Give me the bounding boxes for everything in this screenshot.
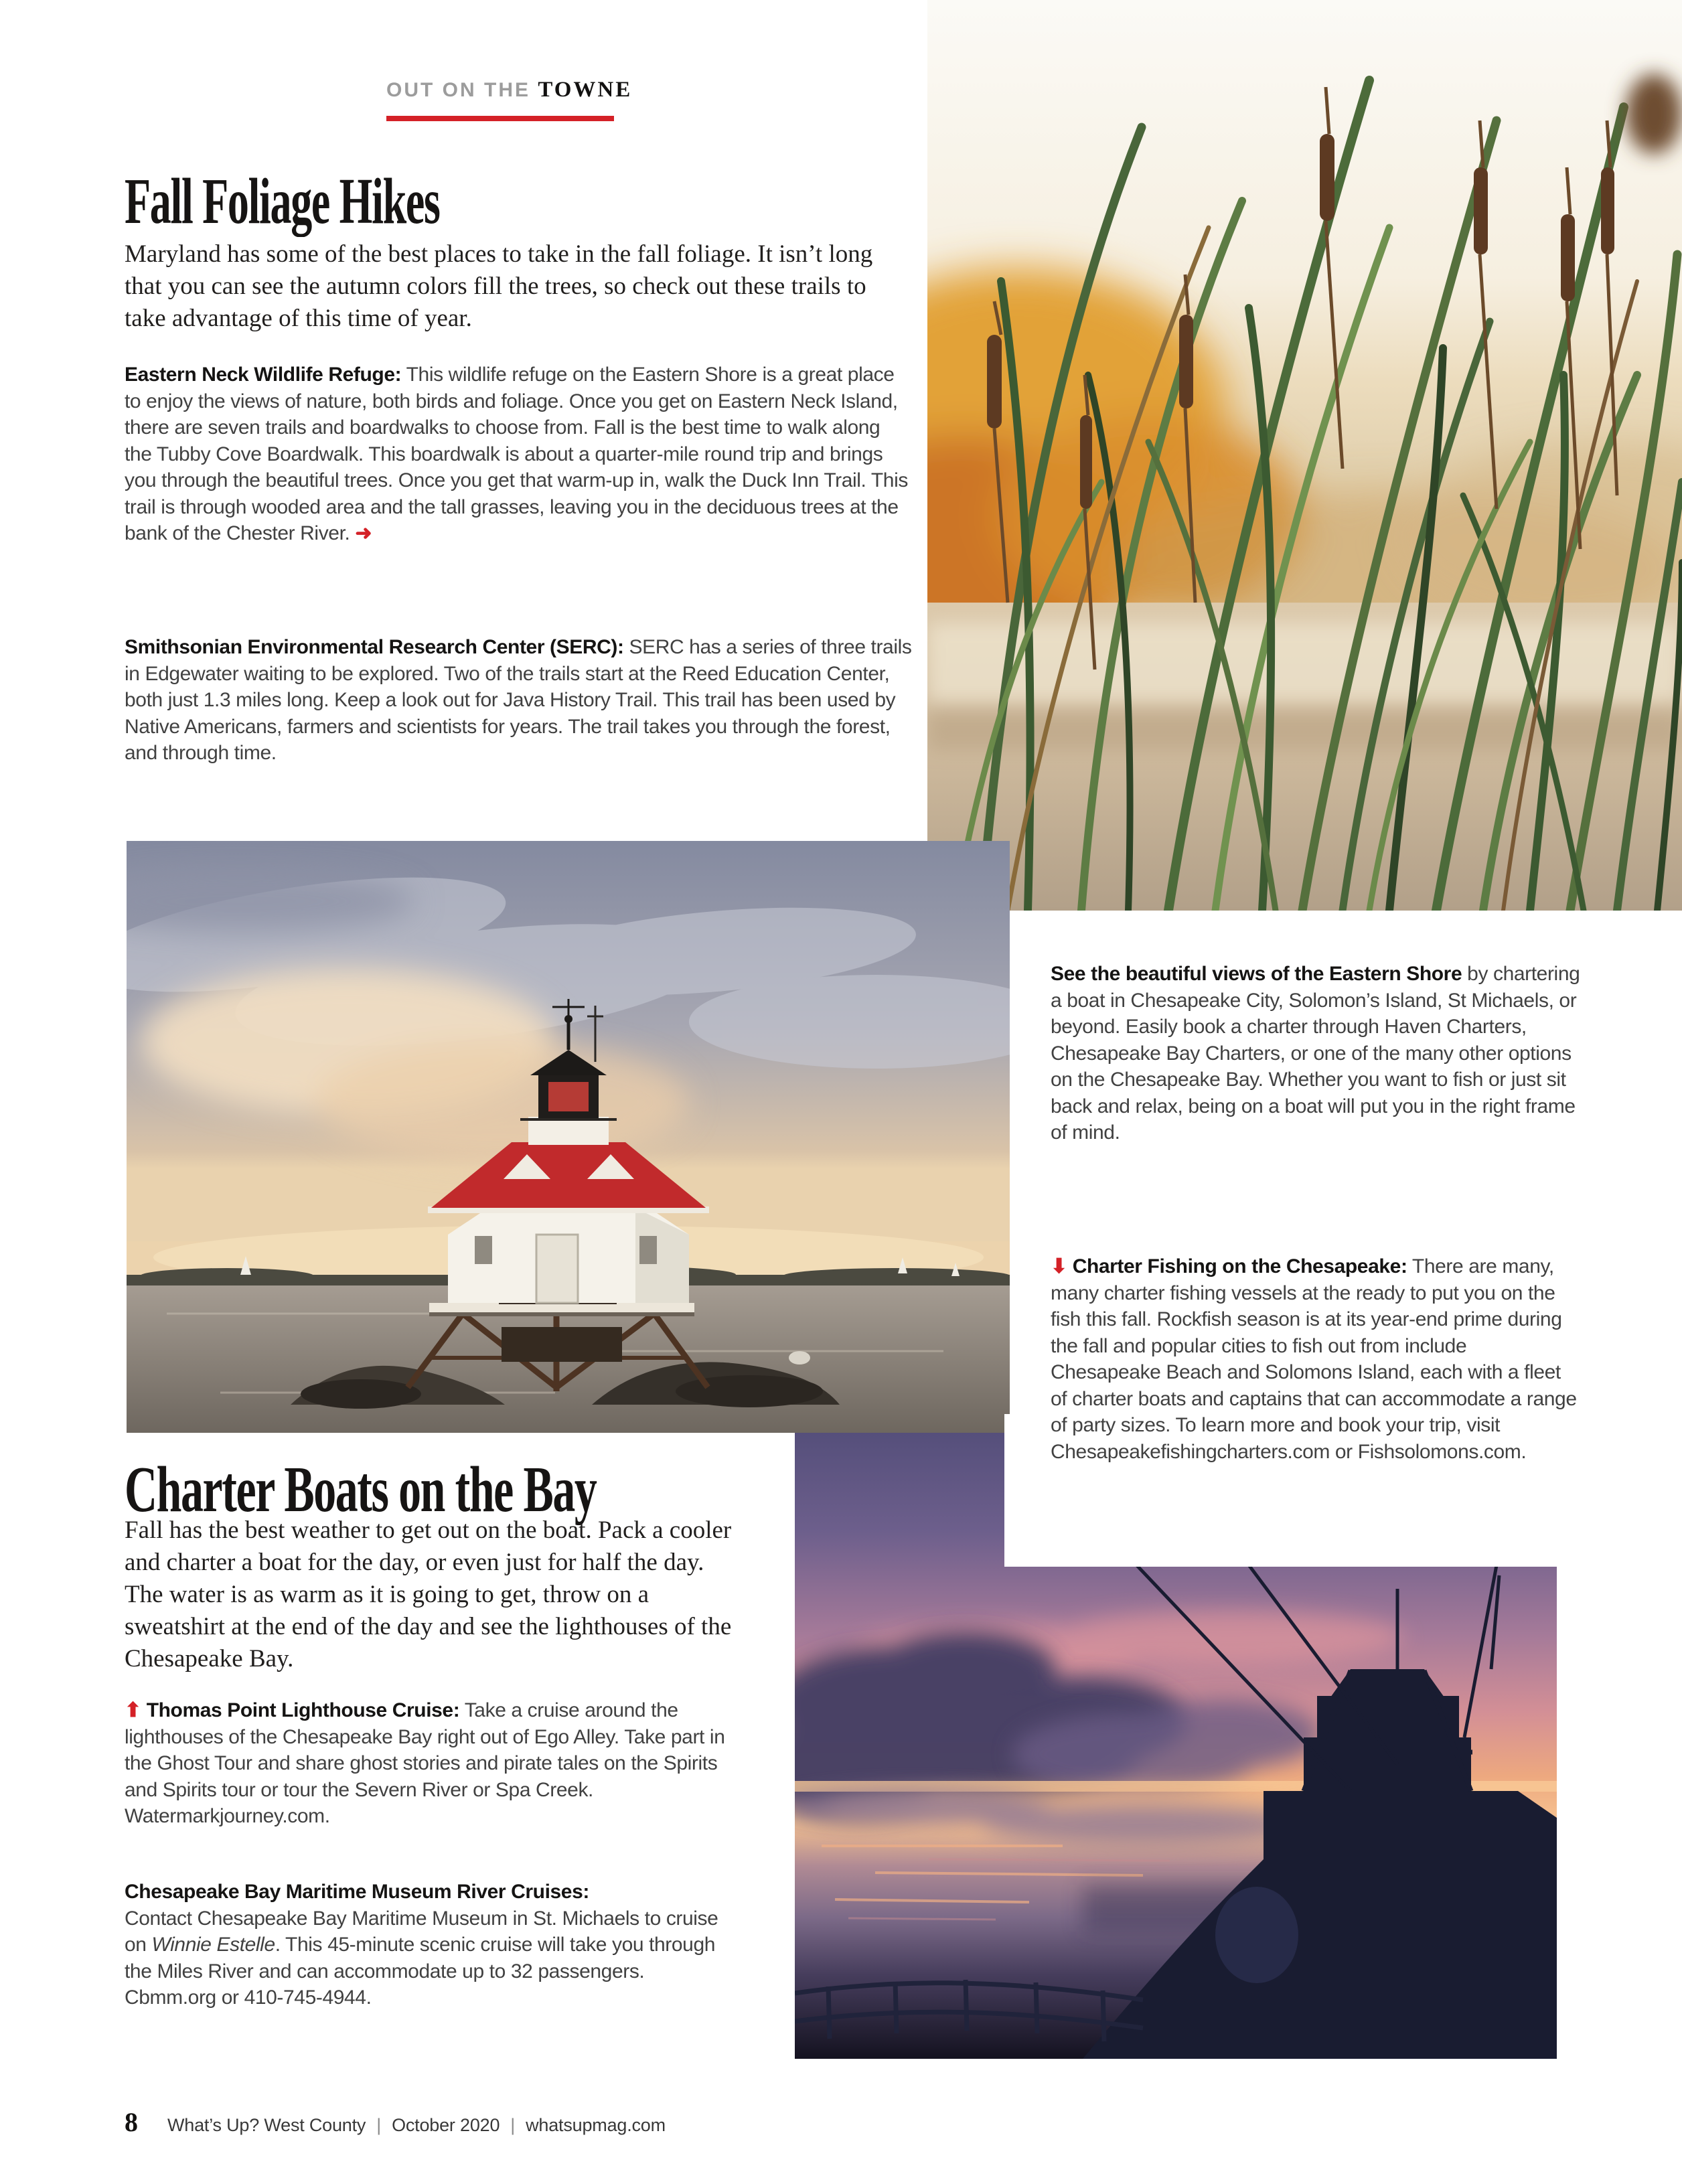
footer-publication: What’s Up? West County [167, 2115, 366, 2135]
page-number: 8 [125, 2107, 138, 2137]
masthead-brand: TOWNE [538, 78, 633, 102]
masthead-prefix: OUT ON THE [386, 79, 538, 101]
arrow-down-icon: ⬇ [1051, 1255, 1067, 1277]
footer-text [167, 2115, 666, 2136]
maritime-boat-name: Winnie Estelle [151, 1934, 275, 1956]
fall-foliage-title: Fall Foliage Hikes [125, 165, 440, 237]
serc-body: SERC has a series of three trails in Edgewater waiting to be explored. Two of the trails start at the Reed Education Center, both just 1.3 miles long. Keep a look out for Java History Trail. This trail has been used by Native Americans, farmers and scientists for years. The trail takes you through the forest, and through time. [125, 636, 912, 764]
thomas-point-body: Take a cruise around the lighthouses of the Chesapeake Bay right out of Ego Alley. Take part in the Ghost Tour and share ghost stories and pirate tales on the Spirits and Spirits tour or tour the Severn River or Spa Creek. Watermarkjourney.com. [125, 1699, 725, 1827]
charter-boats-title: Charter Boats on the Bay [125, 1454, 597, 1525]
charter-fishing-body: There are many, many charter fishing vessels at the ready to put you on the fish this fall. Rockfish season is at its year-end prime during the fall and popular cities to fish out from include Chesapeake Beach and Solomons Island, each with a fleet of charter boats and captains that can accommodate a range of party sizes. To learn more and book your trip, visit Chesapeakefishingcharters.com or Fishsolomons.com. [1051, 1255, 1577, 1463]
thomas-point-lighthouse-photo [127, 841, 1010, 1433]
charter-fishing-lead: Charter Fishing on the Chesapeake: [1072, 1255, 1407, 1277]
charter-boats-intro: Fall has the best weather to get out on the boat. Pack a cooler and charter a boat for the day, or even just for half the day. The water is as warm as it is going to get, throw on a sweatshirt at the end of the day and see the lighthouses of the Chesapeake Bay. [125, 1516, 732, 1672]
lighthouse-photo-art [127, 841, 1010, 1433]
arrow-up-icon: ⬆ [125, 1699, 141, 1721]
serc-lead: Smithsonian Environmental Research Center (SERC): [125, 636, 624, 658]
footer-date: October 2020 [392, 2115, 500, 2135]
autumn-marsh-cattails-photo [927, 0, 1682, 911]
footer-website: whatsupmag.com [526, 2115, 666, 2135]
views-body: by chartering a boat in Chesapeake City, Solomon’s Island, St Michaels, or beyond. Easily book a charter through Haven Charters, Chesapeake Bay Charters, or one of the many other options on the Chesapeake Bay. Whether you want to fish or just sit back and relax, being on a boat will put you in the right frame of mind. [1051, 963, 1580, 1144]
eastern-neck-body: This wildlife refuge on the Eastern Shore is a great place to enjoy the views of nature, both birds and foliage. Once you get on Eastern Neck Island, there are seven trails and boardwalks to choose from. Fall is the best time to walk along the Tubby Cove Boardwalk. This boardwalk is about a quarter-mile round trip and brings you through the beautiful trees. Once you get that warm-up in, walk the Duck Inn Trail. This trail is through wooded area and the tall grasses, leaving you in the deciduous trees at the bank of the Chester River. [125, 364, 908, 544]
thomas-point-lead: Thomas Point Lighthouse Cruise: [146, 1699, 460, 1721]
views-lead: See the beautiful views of the Eastern Shore [1051, 963, 1462, 985]
maritime-lead: Chesapeake Bay Maritime Museum River Cruises: [125, 1881, 589, 1903]
section-masthead [386, 78, 633, 121]
eastern-neck-lead: Eastern Neck Wildlife Refuge: [125, 364, 402, 386]
arrow-right-icon: ➜ [355, 522, 372, 544]
maritime-museum-paragraph [125, 1879, 722, 2011]
charter-fishing-paragraph [1051, 1253, 1581, 1465]
eastern-shore-views-paragraph [1051, 961, 1581, 1146]
footer-separator: | [510, 2115, 516, 2135]
thomas-point-paragraph [125, 1697, 733, 1830]
fall-foliage-intro: Maryland has some of the best places to take in the fall foliage. It isn’t long that you can see the autumn colors fill the trees, so check out these trails to take advantage of this time of year. [125, 240, 873, 332]
page-footer [125, 2106, 666, 2138]
cattails-photo-art [927, 0, 1682, 911]
maritime-body-1: Contact Chesapeake Bay Maritime Museum in St. Michaels to cruise on [125, 1907, 718, 1956]
serc-paragraph [125, 634, 913, 767]
eastern-neck-paragraph [125, 362, 909, 547]
footer-separator: | [376, 2115, 382, 2135]
maritime-body-2: . This 45-minute scenic cruise will take you through the Miles River and can accommodate up to 32 passengers. Cbmm.org or 410-745-4944. [125, 1934, 716, 2009]
